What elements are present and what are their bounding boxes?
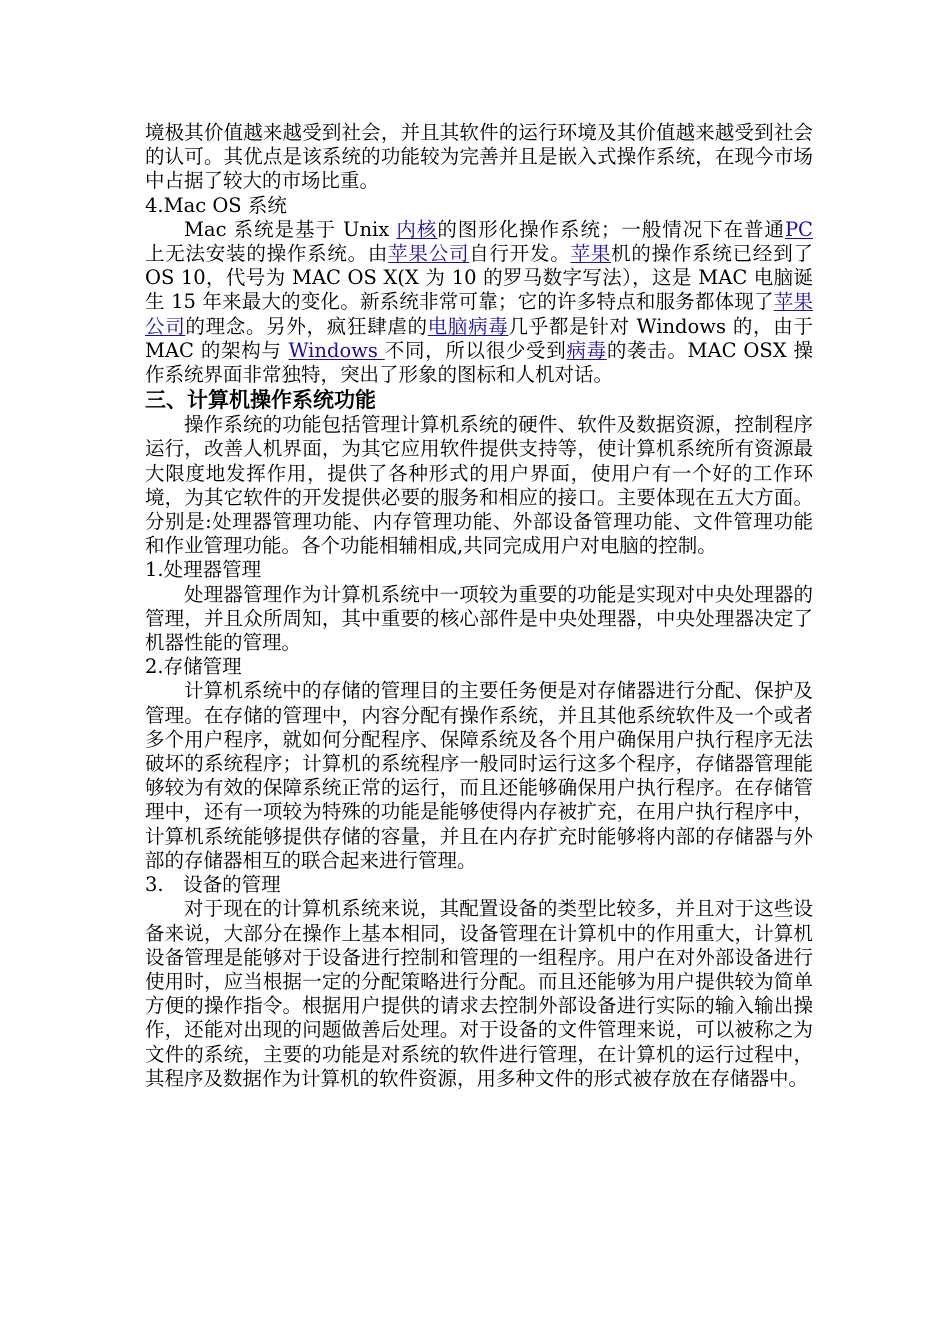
storage-paragraph: 计算机系统中的存储的管理目的主要任务便是对存储器进行分配、保护及管理。在存储的管理中，内容分配有操作系统，并且其他系统软件及一个或者多个用户程序，就如何分配程序、保障系统及各个用户确保用户执行程序无法破坏的系统程序；计算机的系统程序一般同时运行这多个程序，存储器管理能够较为有效的保障系统正常的运行，而且还能够确保用户执行程序。在存储管理中，还有一项较为特殊的功能是能够使得内存被扩充，在用户执行程序中，计算机系统能够提供存储的容量，并且在内存扩充时能够将内部的存储器与外部的存储器相互的联合起来进行管理。 bbox=[145, 679, 813, 872]
storage-heading: 2.存储管理 bbox=[145, 655, 242, 679]
text-run: 几乎都是针对 Windows 的，由于 MAC 的架构与 bbox=[145, 314, 813, 362]
section-title: 三、计算机操作系统功能 bbox=[145, 388, 376, 413]
link-apple[interactable]: 苹果 bbox=[570, 242, 612, 266]
text-run: 上无法安装的操作系统。由 bbox=[145, 242, 389, 266]
mac-os-paragraph bbox=[145, 218, 813, 387]
mac-os-heading: 4.Mac OS 系统 bbox=[145, 193, 287, 217]
text-run: Mac 系统是基于 Unix bbox=[184, 217, 397, 241]
section-paragraph: 操作系统的功能包括管理计算机系统的硬件、软件及数据资源，控制程序运行，改善人机界面，为其它应用软件提供支持等，使计算机系统所有资源最大限度地发挥作用，提供了各种形式的用户界面，使用户有一个好的工作环境，为其它软件的开发提供必要的服务和相应的接口。主要体现在五大方面。分别是:处理器管理功能、内存管理功能、外部设备管理功能、文件管理功能和作业管理功能。各个功能相辅相成,共同完成用户对电脑的控制。 bbox=[145, 413, 813, 558]
paragraph-continuation: 境极其价值越来越受到社会，并且其软件的运行环境及其价值越来越受到社会的认可。其优点是该系统的功能较为完善并且是嵌入式操作系统，在现今市场中占据了较大的市场比重。 bbox=[145, 121, 813, 193]
text-run: 的袭击。MAC OSX 操作系统界面非常独特，突出了形象的图标和人机对话。 bbox=[145, 338, 814, 387]
device-paragraph: 对于现在的计算机系统来说，其配置设备的类型比较多，并且对于这些设备来说，大部分在操作上基本相同，设备管理在计算机中的作用重大，计算机设备管理是能够对于设备进行控制和管理的一组程序。用户在对外部设备进行使用时，应当根据一定的分配策略进行分配。而且还能够为用户提供较为简单方便的操作指令。根据用户提供的请求去控制外部设备进行实际的输入输出操作，还能对出现的问题做善后处理。对于设备的文件管理来说，可以被称之为文件的系统，主要的功能是对系统的软件进行管理，在计算机的运行过程中，其程序及数据作为计算机的软件资源，用多种文件的形式被存放在存储器中。 bbox=[145, 897, 813, 1090]
link-apple-company-2[interactable]: 苹果公司 bbox=[145, 290, 813, 338]
processor-heading: 1.处理器管理 bbox=[145, 558, 262, 582]
link-windows[interactable]: Windows bbox=[288, 338, 385, 362]
device-heading: 3. 设备的管理 bbox=[145, 873, 281, 897]
link-computer-virus[interactable]: 电脑病毒 bbox=[427, 314, 509, 338]
link-kernel[interactable]: 内核 bbox=[396, 217, 438, 241]
text-run: 机的操作系统已经到了 OS 10，代号为 MAC OS X(X 为 10 的罗马数字写法），这是 MAC 电脑诞生 15 年来最大的变化。新系统非常可靠；它的许多特点和服务都体现了 bbox=[145, 242, 813, 314]
text-run: 的图形化操作系统；一般情况下在普通 bbox=[437, 217, 785, 241]
document-page bbox=[145, 121, 813, 1091]
processor-paragraph: 处理器管理作为计算机系统中一项较为重要的功能是实现对中央处理器的管理，并且众所周知，其中重要的核心部件是中央处理器，中央处理器决定了机器性能的管理。 bbox=[145, 582, 813, 655]
link-pc[interactable]: PC bbox=[784, 217, 813, 241]
text-run: 的理念。另外，疯狂肆虐的 bbox=[185, 314, 428, 338]
link-apple-company[interactable]: 苹果公司 bbox=[388, 242, 470, 266]
link-virus[interactable]: 病毒 bbox=[566, 338, 607, 362]
text-run: 不同，所以很少受到 bbox=[384, 338, 567, 362]
text-run: 自行开发。 bbox=[469, 242, 571, 266]
